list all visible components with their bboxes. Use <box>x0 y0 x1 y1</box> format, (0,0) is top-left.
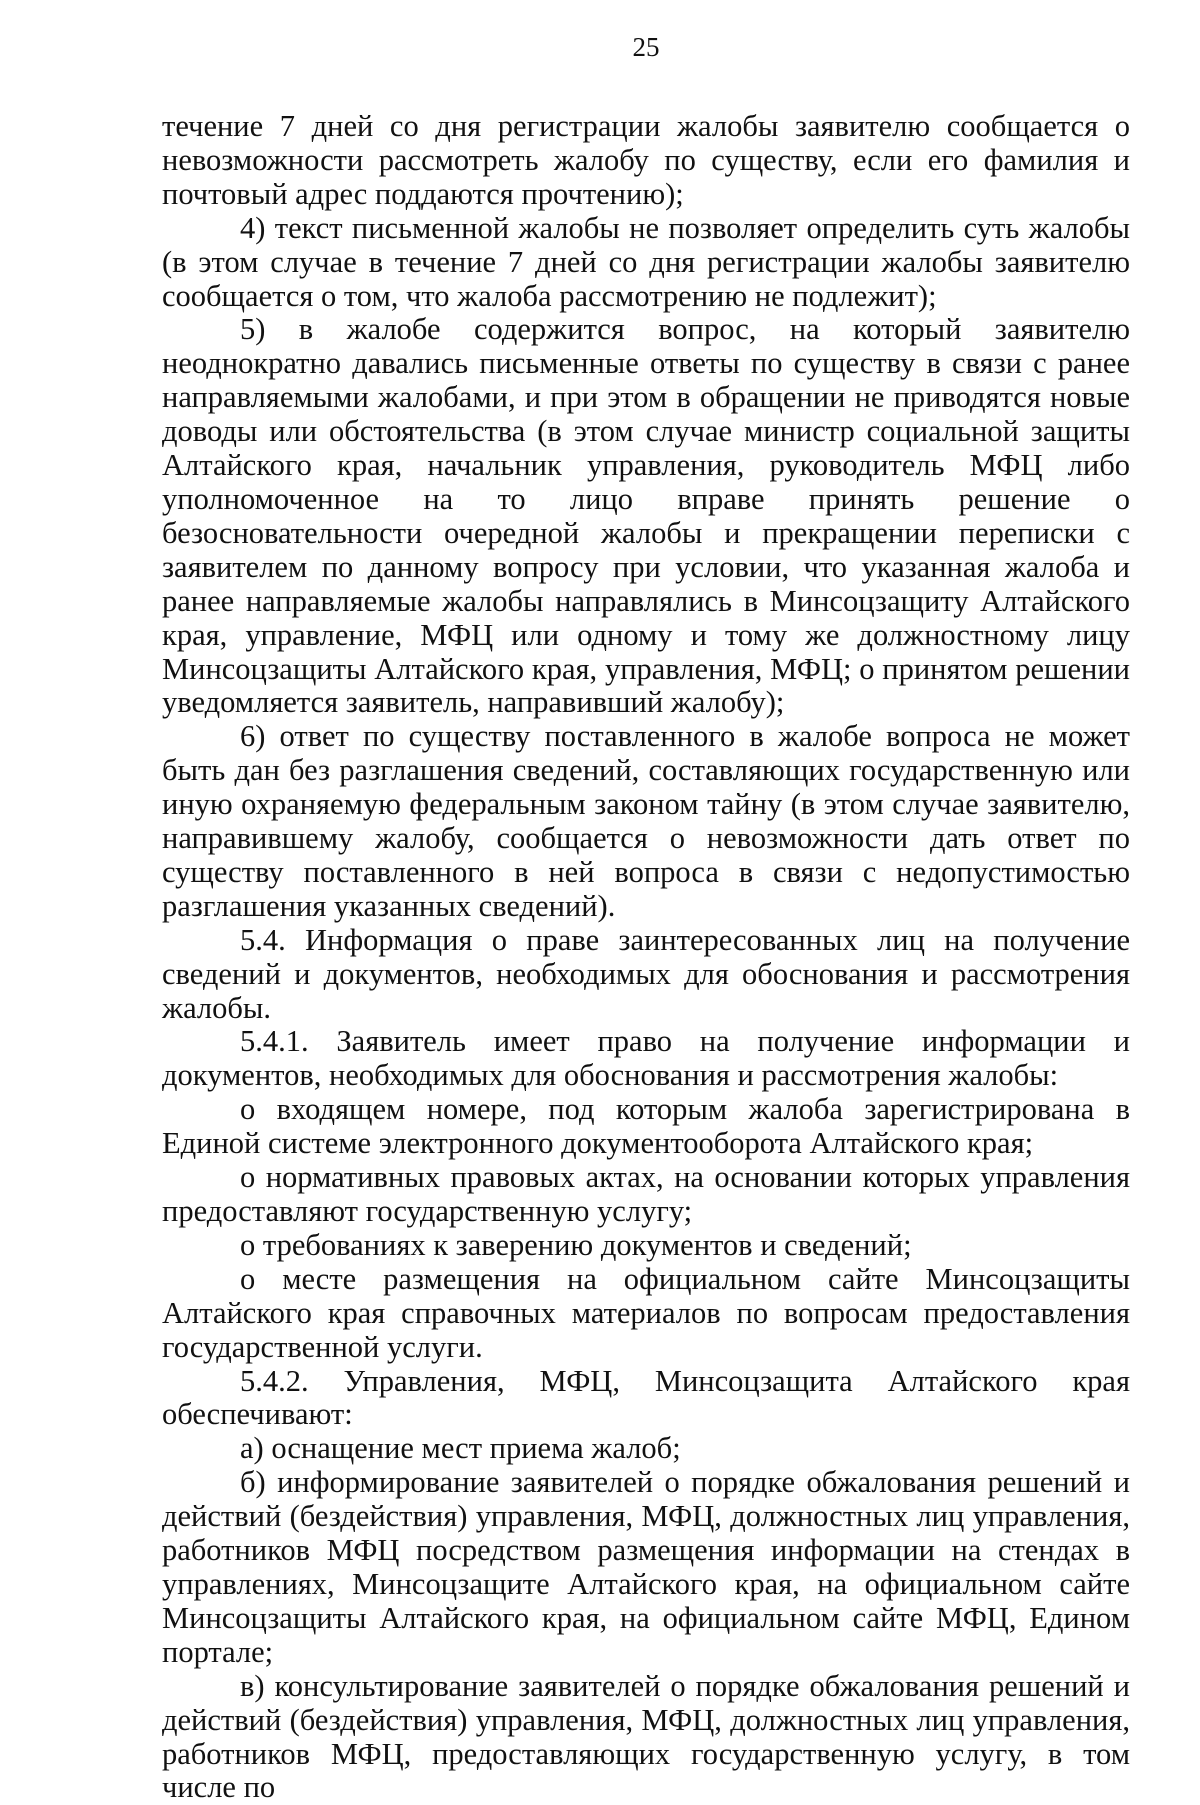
paragraph: о нормативных правовых актах, на основании которых управления предоставляют государственную услугу; <box>162 1160 1130 1228</box>
page-number: 25 <box>632 32 660 62</box>
paragraph: 5.4.1. Заявитель имеет право на получение информации и документов, необходимых для обоснования и рассмотрения жалобы: <box>162 1024 1130 1093</box>
paragraph: о месте размещения на официальном сайте Минсоцзащиты Алтайского края справочных материалов по вопросам предоставления государственной услуги. <box>162 1261 1130 1364</box>
paragraph: а) оснащение мест приема жалоб; <box>240 1431 681 1466</box>
paragraph: б) информирование заявителей о порядке обжалования решений и действий (бездействия) управления, МФЦ, должностных лиц управления, работников МФЦ посредством размещения информации на стендах в управлениях, Минсоцзащите Алтайского края, на официальном сайте Минсоцзащиты Алтайского края, на официальном сайте МФЦ, Едином портале; <box>162 1465 1130 1669</box>
paragraph: 6) ответ по существу поставленного в жалобе вопроса не может быть дан без разглашения сведений, составляющих государственную или иную охраняемую федеральным законом тайну (в этом случае заявителю, направившему жалобу, сообщается о невозможности дать ответ по существу поставленного в ней вопроса в связи с недопустимостью разглашения указанных сведений). <box>162 719 1130 923</box>
document-body <box>162 110 1130 1805</box>
paragraph: 5.4. Информация о праве заинтересованных лиц на получение сведений и документов, необходимых для обоснования и рассмотрения жалобы. <box>162 922 1130 1025</box>
paragraph: 5) в жалобе содержится вопрос, на который заявителю неоднократно давались письменные ответы по существу в связи с ранее направляемыми жалобами, и при этом в обращении не приводятся новые доводы или обстоятельства (в этом случае министр социальной защиты Алтайского края, начальник управления, руководитель МФЦ либо уполномоченное на то лицо вправе принять решение о безосновательности очередной жалобы и прекращении переписки с заявителем по данному вопросу при условии, что указанная жалоба и ранее направляемые жалобы направлялись в Минсоцзащиту Алтайского края, управление, МФЦ или одному и тому же должностному лицу Минсоцзащиты Алтайского края, управления, МФЦ; о принятом решении уведомляется заявитель, направивший жалобу); <box>162 312 1130 720</box>
paragraph: о требованиях к заверению документов и сведений; <box>240 1227 912 1262</box>
paragraph: в) консультирование заявителей о порядке обжалования решений и действий (бездействия) управления, МФЦ, должностных лиц управления, работников МФЦ, предоставляющих государственную услугу, в том числе по <box>162 1668 1130 1805</box>
paragraph: 4) текст письменной жалобы не позволяет определить суть жалобы (в этом случае в течение 7 дней со дня регистрации жалобы заявителю сообщается о том, что жалоба рассмотрению не подлежит); <box>162 210 1130 313</box>
paragraph: течение 7 дней со дня регистрации жалобы заявителю сообщается о невозможности рассмотреть жалобу по существу, если его фамилия и почтовый адрес поддаются прочтению); <box>162 109 1130 211</box>
paragraph: 5.4.2. Управления, МФЦ, Минсоцзащита Алтайского края обеспечивают: <box>162 1363 1130 1432</box>
paragraph: о входящем номере, под которым жалоба зарегистрирована в Единой системе электронного документооборота Алтайского края; <box>162 1092 1130 1161</box>
